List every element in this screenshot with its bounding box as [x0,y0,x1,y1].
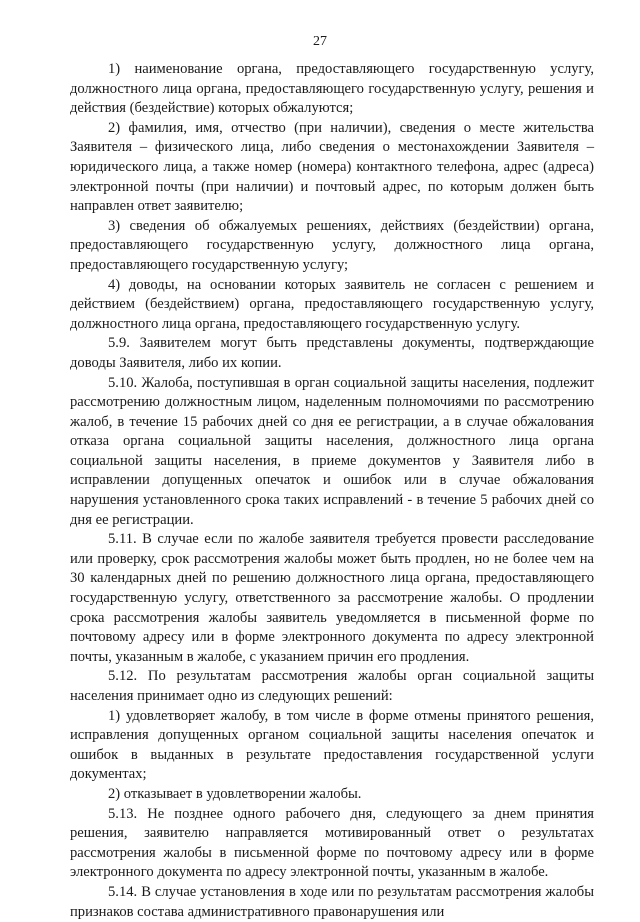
paragraph-item-4-arguments: 4) доводы, на основании которых заявитель не согласен с решением и действием (бездействием) органа, предоставляющего государственную услугу, должностного лица органа, предоставляющего государственную услугу. [70,276,594,332]
paragraph-5-11: 5.11. В случае если по жалобе заявителя требуется провести расследование или проверку, срок рассмотрения жалобы может быть продлен, но не более чем на 30 календарных дней по решению должностного лица органа, предоставляющего государственную услугу, ответственного за рассмотрение жалобы. О продлении срока рассмотрения жалобы заявитель уведомляется в письменной форме по почтовому адресу или в форме электронного документа по адресу электронной почты, указанным в жалобе, с указанием причин его продления. [70,531,594,665]
page-number: 27 [313,34,327,49]
paragraph-item-1-organ-name: 1) наименование органа, предоставляющего государственную услугу, должностного лица органа, предоставляющего государственную услугу, решения и действия (бездействие) которых обжалуются; [70,61,594,117]
paragraph-5-14: 5.14. В случае установления в ходе или по результатам рассмотрения жалобы признаков состава административного правонарушения или [70,883,594,920]
document-body [70,60,594,922]
paragraph-5-10: 5.10. Жалоба, поступившая в орган социальной защиты населения, подлежит рассмотрению должностным лицом, наделенным полномочиями по рассмотрению жалоб, в течение 15 рабочих дней со дня ее регистрации, а в случае обжалования отказа органа социальной защиты населения, должностного лица органа социальной защиты населения, в приеме документов у Заявителя либо в исправлении допущенных опечаток и ошибок или в случае обжалования нарушения установленного срока таких исправлений - в течение 5 рабочих дней со дня ее регистрации. [70,374,594,528]
paragraph-item-2-applicant-info: 2) фамилия, имя, отчество (при наличии), сведения о месте жительства Заявителя – физического лица, либо сведения о местонахождении Заявителя – юридического лица, а также номер (номера) контактного телефона, адрес (адреса) электронной почты (при наличии) и почтовый адрес, по которым должен быть направлен ответ заявителю; [70,119,594,215]
paragraph-decision-1: 1) удовлетворяет жалобу, в том числе в форме отмены принятого решения, исправления допущенных органом социальной защиты населения опечаток и ошибок в выданных в результате предоставления государственной услуги документах; [70,707,594,783]
paragraph-item-3-appealed-decisions: 3) сведения об обжалуемых решениях, действиях (бездействии) органа, предоставляющего государственную услугу, должностного лица органа, предоставляющего государственную услугу; [70,217,594,273]
paragraph-5-12: 5.12. По результатам рассмотрения жалобы орган социальной защиты населения принимает одно из следующих решений: [70,668,594,704]
paragraph-5-13: 5.13. Не позднее одного рабочего дня, следующего за днем принятия решения, заявителю направляется мотивированный ответ о результатах рассмотрения жалобы в письменной форме по почтовому адресу или в форме электронного документа по адресу электронной почты, указанным в жалобе. [70,805,594,881]
paragraph-5-9: 5.9. Заявителем могут быть представлены документы, подтверждающие доводы Заявителя, либо их копии. [70,335,594,371]
paragraph-decision-2: 2) отказывает в удовлетворении жалобы. [108,785,362,802]
